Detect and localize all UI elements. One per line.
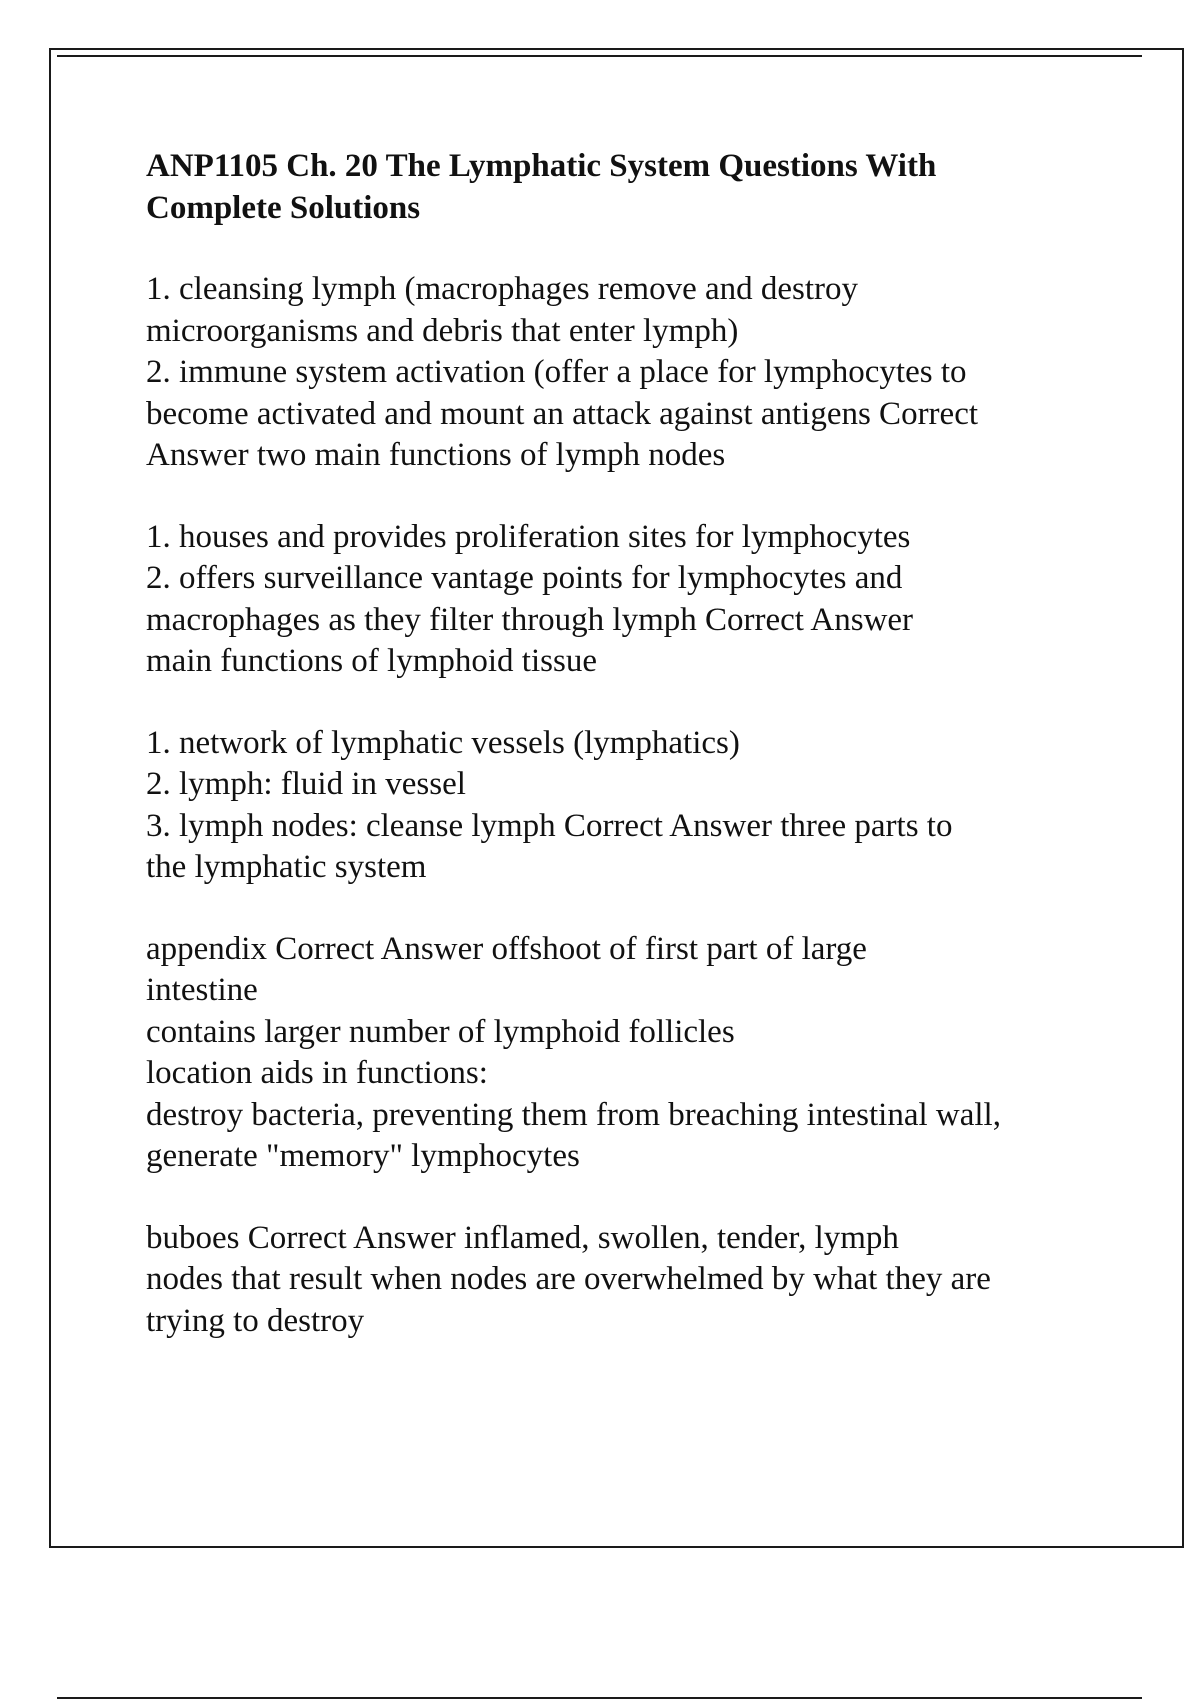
qa-entry-lymphoid-tissue-functions: 1. houses and provides proliferation sites for lymphocytes 2. offers surveillance vantage points for lymphocytes and macrophages as they filter through lymph Correct Answer main functions of lymphoid tissue (146, 518, 914, 679)
document-title: ANP1105 Ch. 20 The Lymphatic System Questions With Complete Solutions (146, 148, 937, 226)
document-body (146, 145, 1106, 1342)
top-rule (57, 55, 1142, 57)
qa-entry-lymph-node-functions: 1. cleansing lymph (macrophages remove and destroy microorganisms and debris that enter lymph) 2. immune system activation (offer a place for lymphocytes to become activated and mount an attack against antigens Correct Answer two main functions of lymph nodes (146, 271, 979, 473)
qa-entry-buboes: buboes Correct Answer inflamed, swollen, tender, lymph nodes that result when nodes are overwhelmed by what they are trying to destroy (146, 1219, 991, 1339)
qa-entry-appendix: appendix Correct Answer offshoot of first part of large intestine contains larger number of lymphoid follicles location aids in functions: destroy bacteria, preventing them from breaching intestinal wall, generate "memory" lymphocytes (146, 930, 1001, 1174)
bottom-rule (57, 1697, 1142, 1699)
qa-entry-lymphatic-system-parts: 1. network of lymphatic vessels (lymphatics) 2. lymph: fluid in vessel 3. lymph nodes: cleanse lymph Correct Answer three parts to the lymphatic system (146, 724, 953, 885)
